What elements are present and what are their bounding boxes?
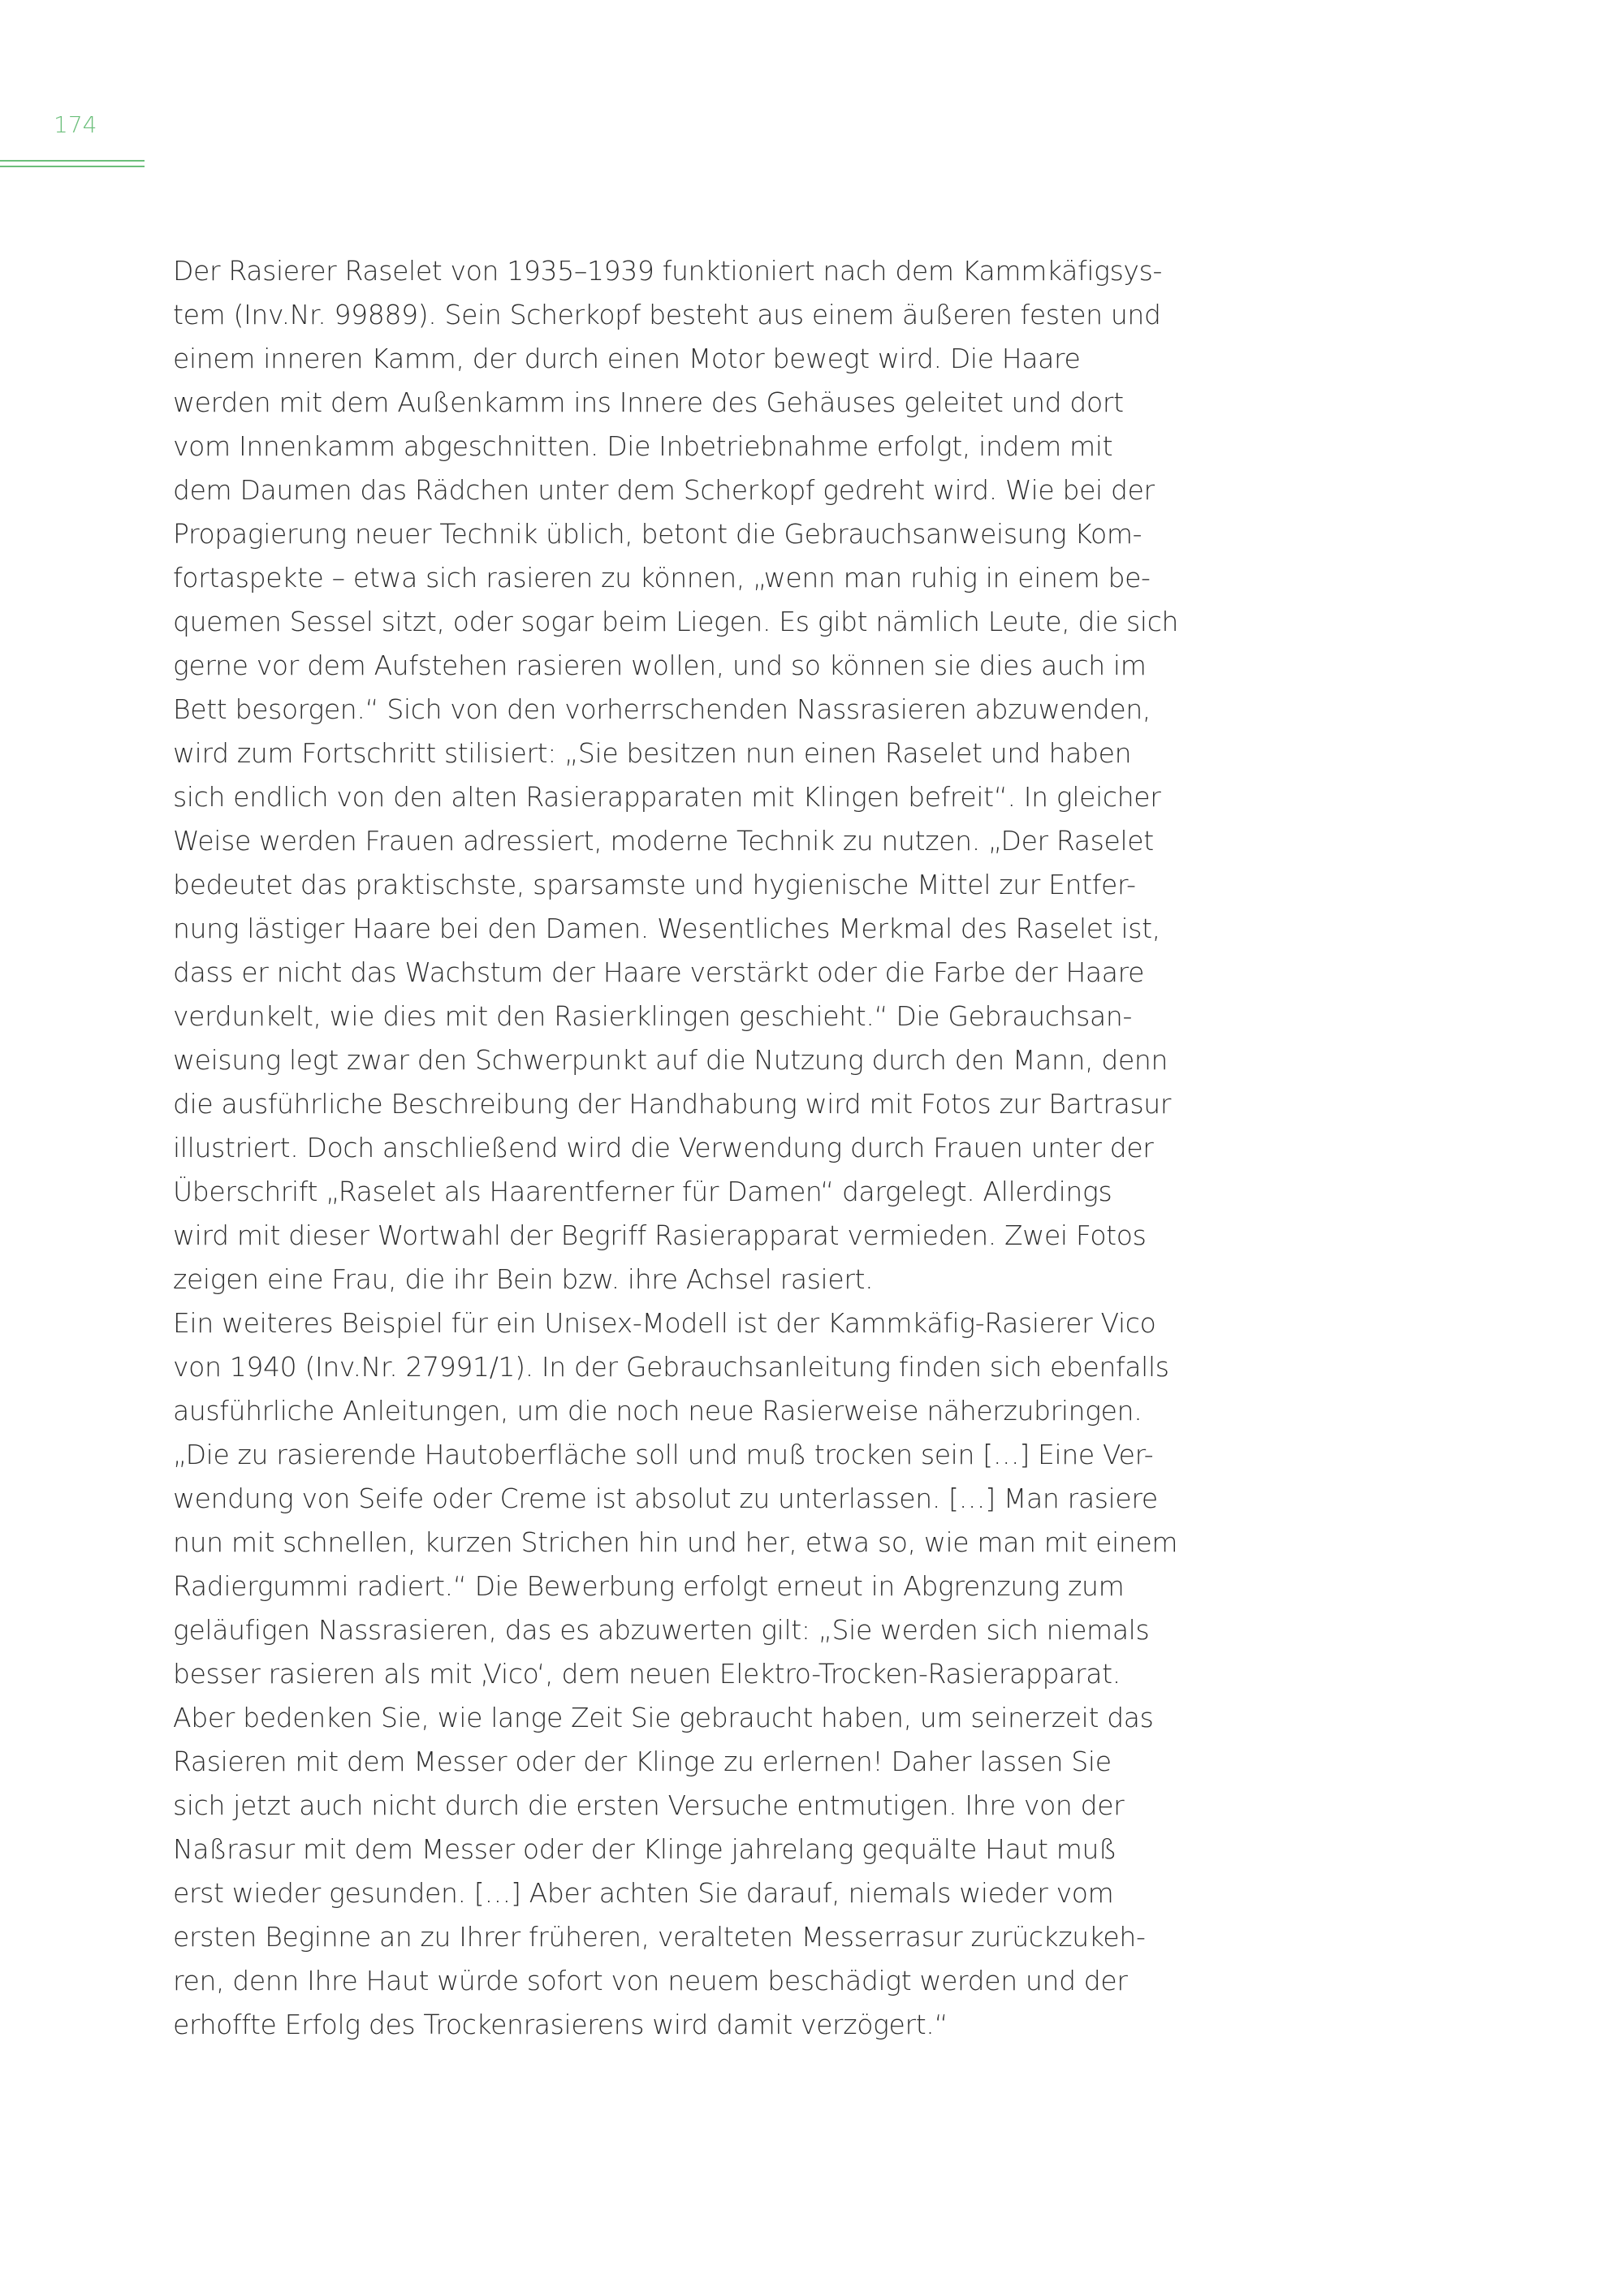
body-line: Bett besorgen.“ Sich von den vorherrschenden Nassrasieren abzuwenden,	[173, 693, 1151, 725]
body-line: Naßrasur mit dem Messer oder der Klinge jahrelang gequälte Haut muß	[173, 1833, 1117, 1865]
body-line: wendung von Seife oder Creme ist absolut zu unterlassen. […] Man rasiere	[173, 1483, 1158, 1514]
body-line: Der Rasierer Raselet von 1935–1939 funktioniert nach dem Kammkäfigsys-	[173, 255, 1163, 287]
body-line: erhoffte Erfolg des Trockenrasierens wird damit verzögert.“	[173, 2009, 948, 2040]
body-line: Radiergummi radiert.“ Die Bewerbung erfolgt erneut in Abgrenzung zum	[173, 1570, 1125, 1602]
body-line: nung lästiger Haare bei den Damen. Wesentliches Merkmal des Raselet ist,	[173, 913, 1160, 944]
body-line: Überschrift „Raselet als Haarentferner für Damen“ dargelegt. Allerdings	[173, 1176, 1112, 1207]
header-rule-bottom	[0, 166, 145, 167]
body-line: vom Innenkamm abgeschnitten. Die Inbetriebnahme erfolgt, indem mit	[173, 430, 1113, 462]
body-line: sich jetzt auch nicht durch die ersten Versuche entmutigen. Ihre von der	[173, 1789, 1125, 1821]
body-line: von 1940 (Inv.Nr. 27991/1). In der Gebrauchsanleitung finden sich ebenfalls	[173, 1351, 1169, 1383]
body-line: ausführliche Anleitungen, um die noch neue Rasierweise näherzubringen.	[173, 1395, 1142, 1427]
body-line: zeigen eine Frau, die ihr Bein bzw. ihre Achsel rasiert.	[173, 1263, 874, 1295]
body-line: fortaspekte – etwa sich rasieren zu können, „wenn man ruhig in einem be-	[173, 562, 1151, 594]
body-text	[173, 249, 1277, 2047]
body-line: einem inneren Kamm, der durch einen Motor bewegt wird. Die Haare	[173, 343, 1081, 374]
body-line: illustriert. Doch anschließend wird die Verwendung durch Frauen unter der	[173, 1132, 1154, 1163]
body-line: bedeutet das praktischste, sparsamste und hygienische Mittel zur Entfer-	[173, 869, 1136, 900]
body-line: geläufigen Nassrasieren, das es abzuwerten gilt: „Sie werden sich niemals	[173, 1614, 1150, 1646]
body-line: Rasieren mit dem Messer oder der Klinge zu erlernen! Daher lassen Sie	[173, 1746, 1112, 1777]
body-line: erst wieder gesunden. […] Aber achten Sie darauf, niemals wieder vom	[173, 1877, 1114, 1909]
body-line: ersten Beginne an zu Ihrer früheren, veralteten Messerrasur zurückzukeh-	[173, 1921, 1146, 1953]
body-line: wird mit dieser Wortwahl der Begriff Rasierapparat vermieden. Zwei Fotos	[173, 1219, 1147, 1251]
body-line: „Die zu rasierende Hautoberfläche soll und muß trocken sein […] Eine Ver-	[173, 1439, 1154, 1470]
body-line: nun mit schnellen, kurzen Strichen hin und her, etwa so, wie man mit einem	[173, 1526, 1178, 1558]
body-line: weisung legt zwar den Schwerpunkt auf die Nutzung durch den Mann, denn	[173, 1044, 1168, 1076]
page-number: 174	[54, 111, 97, 138]
body-line: verdunkelt, wie dies mit den Rasierklingen geschieht.“ Die Gebrauchsan-	[173, 1000, 1133, 1032]
body-line: ren, denn Ihre Haut würde sofort von neuem beschädigt werden und der	[173, 1965, 1128, 1996]
body-line: Weise werden Frauen adressiert, moderne Technik zu nutzen. „Der Raselet	[173, 825, 1154, 857]
body-line: die ausführliche Beschreibung der Handhabung wird mit Fotos zur Bartrasur	[173, 1088, 1172, 1120]
body-line: Propagierung neuer Technik üblich, betont die Gebrauchsanweisung Kom-	[173, 518, 1142, 550]
body-line: quemen Sessel sitzt, oder sogar beim Liegen. Es gibt nämlich Leute, die sich	[173, 606, 1179, 637]
body-line: sich endlich von den alten Rasierapparaten mit Klingen befreit“. In gleicher	[173, 781, 1161, 813]
body-line: wird zum Fortschritt stilisiert: „Sie besitzen nun einen Raselet und haben	[173, 737, 1132, 769]
body-line: tem (Inv.Nr. 99889). Sein Scherkopf besteht aus einem äußeren festen und	[173, 299, 1161, 330]
body-line: dass er nicht das Wachstum der Haare verstärkt oder die Farbe der Haare	[173, 956, 1145, 988]
body-line: besser rasieren als mit ‚Vico‘, dem neuen Elektro-Trocken-Rasierapparat.	[173, 1658, 1121, 1690]
body-line: Aber bedenken Sie, wie lange Zeit Sie gebraucht haben, um seinerzeit das	[173, 1702, 1154, 1733]
body-line: werden mit dem Außenkamm ins Innere des Gehäuses geleitet und dort	[173, 386, 1124, 418]
header-rule-top	[0, 160, 145, 162]
body-line: gerne vor dem Aufstehen rasieren wollen, und so können sie dies auch im	[173, 650, 1147, 681]
body-line: Ein weiteres Beispiel für ein Unisex-Modell ist der Kammkäfig-Rasierer Vico	[173, 1307, 1156, 1339]
body-line: dem Daumen das Rädchen unter dem Scherkopf gedreht wird. Wie bei der	[173, 474, 1155, 506]
